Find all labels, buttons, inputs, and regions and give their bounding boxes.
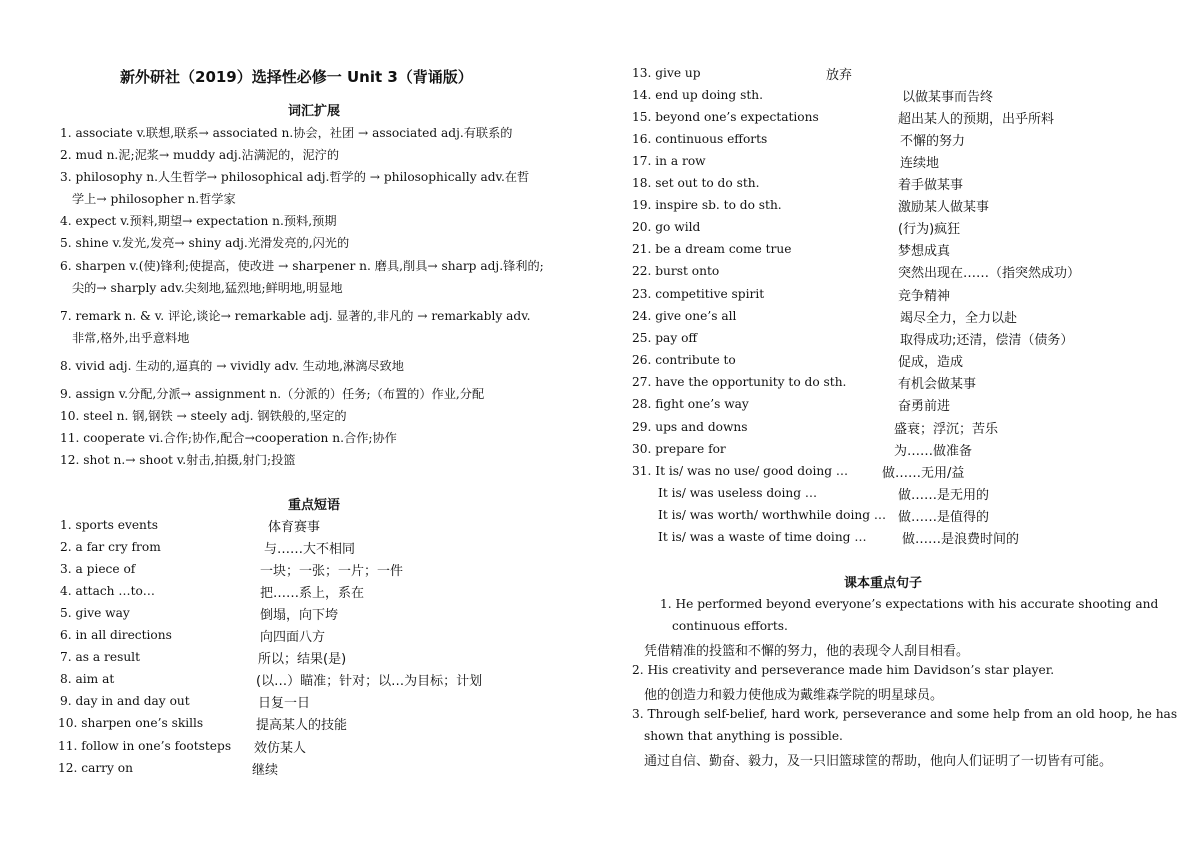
phrase-cn: 激励某人做某事 (898, 200, 990, 215)
vocab-line: 7. remark n. & v. 评论,谈论→ remarkable adj. 显著的,非凡的 → remarkably adv. (60, 309, 531, 323)
phrase-en: 12. carry on (58, 761, 133, 775)
phrase-en: 29. ups and downs (632, 420, 748, 434)
phrase-cn: 竞争精神 (898, 289, 951, 304)
phrase-en: 5. give way (60, 606, 130, 620)
phrase-cn: 梦想成真 (898, 244, 951, 259)
phrase-cn: 一块；一张；一片；一件 (260, 564, 404, 579)
phrase-en: 28. fight one’s way (632, 397, 749, 411)
phrase-cn: 超出某人的预期，出乎所料 (898, 112, 1055, 127)
phrase-cn: 效仿某人 (254, 741, 307, 756)
vocab-line: 学上→ philosopher n.哲学家 (72, 192, 236, 206)
vocab-line: 4. expect v.预料,期望→ expectation n.预料,预期 (60, 214, 337, 228)
phrase-en: 13. give up (632, 66, 701, 80)
phrase-cn: 与……大不相同 (264, 542, 356, 557)
phrase-cn: 向四面八方 (260, 630, 326, 645)
sentence-translation: 凭借精准的投篮和不懈的努力，他的表现令人刮目相看。 (644, 644, 970, 659)
vocab-line: 3. philosophy n.人生哲学→ philosophical adj.哲学的 → philosophically adv.在哲 (60, 170, 530, 184)
vocab-line: 6. sharpen v.(使)锋利;使提高，使改进 → sharpener n. 磨具,削具→ sharp adj.锋利的; (60, 259, 544, 273)
phrase-en: 21. be a dream come true (632, 242, 792, 256)
vocab-line: 2. mud n.泥;泥浆→ muddy adj.沾满泥的，泥泞的 (60, 148, 340, 162)
phrase-en: 27. have the opportunity to do sth. (632, 375, 847, 389)
phrase-cn: 所以；结果(是) (258, 652, 347, 667)
phrase-en: 4. attach …to… (60, 584, 155, 598)
phrase-en: 11. follow in one’s footsteps (58, 739, 232, 753)
phrase-cn: (行为)疯狂 (898, 222, 961, 237)
phrase-en: 16. continuous efforts (632, 132, 768, 146)
phrase-en: 19. inspire sb. to do sth. (632, 198, 782, 212)
phrase-en: 10. sharpen one’s skills (58, 716, 204, 730)
sentence-translation: 他的创造力和毅力使他成为戴维森学院的明星球员。 (644, 688, 944, 703)
phrase-cn: 做……无用/益 (882, 466, 965, 481)
phrase-cn: 做……是浪费时间的 (902, 532, 1020, 547)
phrase-en: 7. as a result (60, 650, 140, 664)
vocab-line: 11. cooperate vi.合作;协作,配合→cooperation n.合作;协作 (60, 431, 397, 445)
phrase-cn: 做……是值得的 (898, 510, 990, 525)
phrase-en: 22. burst onto (632, 264, 720, 278)
sentence-line: 3. Through self-belief, hard work, perseverance and some help from an old hoop, he has (632, 707, 1178, 721)
phrase-cn: 奋勇前进 (898, 399, 951, 414)
phrase-cn: 促成，造成 (898, 355, 964, 370)
phrase-cn: (以…）瞄准；针对；以…为目标；计划 (256, 674, 483, 689)
section-heading-phrases: 重点短语 (288, 498, 341, 513)
phrase-cn: 有机会做某事 (898, 377, 977, 392)
phrase-en: It is/ was worth/ worthwhile doing … (658, 508, 887, 522)
page-title: 新外研社（2019）选择性必修一 Unit 3（背诵版） (120, 68, 473, 86)
phrase-cn: 把……系上，系在 (260, 586, 365, 601)
phrase-cn: 日复一日 (258, 696, 311, 711)
phrase-en: 1. sports events (60, 518, 159, 532)
section-heading-vocab: 词汇扩展 (288, 104, 341, 119)
sentence-line: 1. He performed beyond everyone’s expectations with his accurate shooting and (660, 597, 1159, 611)
phrase-cn: 取得成功;还清，偿清（债务） (900, 333, 1074, 348)
sentence-translation: 通过自信、勤奋、毅力，及一只旧篮球筐的帮助，他向人们证明了一切皆有可能。 (644, 754, 1113, 769)
phrase-cn: 以做某事而告终 (902, 90, 994, 105)
phrase-cn: 突然出现在……（指突然成功） (898, 266, 1081, 281)
phrase-cn: 体育赛事 (268, 520, 321, 535)
phrase-cn: 着手做某事 (898, 178, 964, 193)
vocab-line: 9. assign v.分配,分派→ assignment n.（分派的）任务;（布置的）作业,分配 (60, 387, 485, 401)
phrase-en: It is/ was useless doing … (658, 486, 818, 500)
vocab-line: 8. vivid adj. 生动的,逼真的 → vividly adv. 生动地,淋漓尽致地 (60, 359, 404, 373)
vocab-line: 5. shine v.发光,发亮→ shiny adj.光滑发亮的,闪光的 (60, 236, 350, 250)
phrase-en: 30. prepare for (632, 442, 726, 456)
phrase-en: 26. contribute to (632, 353, 736, 367)
phrase-en: 24. give one’s all (632, 309, 737, 323)
phrase-en: 25. pay off (632, 331, 698, 345)
vocab-line: 非常,格外,出乎意料地 (72, 331, 190, 345)
phrase-cn: 做……是无用的 (898, 488, 990, 503)
phrase-en: 14. end up doing sth. (632, 88, 763, 102)
vocab-line: 尖的→ sharply adv.尖刻地,猛烈地;鲜明地,明显地 (72, 281, 343, 295)
phrase-en: 31. It is/ was no use/ good doing … (632, 464, 849, 478)
vocab-line: 1. associate v.联想,联系→ associated n.协会，社团 → associated adj.有联系的 (60, 126, 513, 140)
phrase-en: 17. in a row (632, 154, 706, 168)
phrase-cn: 倒塌，向下垮 (260, 608, 339, 623)
phrase-en: 15. beyond one’s expectations (632, 110, 819, 124)
sentence-line: 2. His creativity and perseverance made him Davidson’s star player. (632, 663, 1055, 677)
section-heading-sentences: 课本重点句子 (844, 576, 923, 591)
phrase-en: 20. go wild (632, 220, 701, 234)
phrase-cn: 盛衰；浮沉；苦乐 (894, 422, 999, 437)
phrase-en: 8. aim at (60, 672, 115, 686)
phrase-en: It is/ was a waste of time doing … (658, 530, 867, 544)
phrase-cn: 继续 (252, 763, 279, 778)
phrase-en: 18. set out to do sth. (632, 176, 760, 190)
sentence-line: shown that anything is possible. (644, 729, 843, 743)
phrase-en: 6. in all directions (60, 628, 172, 642)
phrase-cn: 提高某人的技能 (256, 718, 348, 733)
phrase-en: 23. competitive spirit (632, 287, 765, 301)
phrase-cn: 竭尽全力，全力以赴 (900, 311, 1018, 326)
sentence-line: continuous efforts. (672, 619, 788, 633)
phrase-en: 3. a piece of (60, 562, 136, 576)
phrase-cn: 连续地 (900, 156, 940, 171)
phrase-cn: 不懈的努力 (900, 134, 966, 149)
vocab-line: 10. steel n. 钢,钢铁 → steely adj. 钢铁般的,坚定的 (60, 409, 347, 423)
phrase-en: 2. a far cry from (60, 540, 161, 554)
phrase-cn: 为……做准备 (894, 444, 973, 459)
phrase-cn: 放弃 (826, 68, 853, 83)
phrase-en: 9. day in and day out (60, 694, 190, 708)
vocab-line: 12. shot n.→ shoot v.射击,拍摄,射门;投篮 (60, 453, 296, 467)
